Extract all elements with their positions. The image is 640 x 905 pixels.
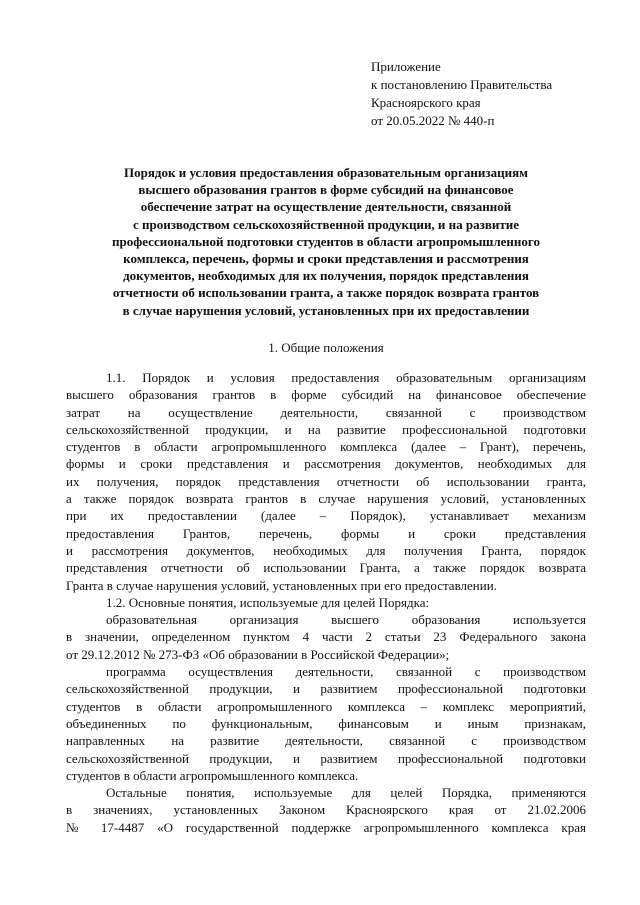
document-body [66,369,586,836]
title-line: высшего образования грантов в форме субсидий на финансовое [138,182,514,198]
paragraph-line: при их предоставлении (далее – Порядок), устанавливает механизм [66,508,586,524]
paragraph-line: № 17-4487 «О государственной поддержке агропромышленного комплекса края [66,819,586,835]
paragraph-line: объединенных по функциональным, финансовым и иным признакам, [66,715,586,731]
paragraph-line: 1.2. Основные понятия, используемые для целей Порядка: [106,594,430,610]
paragraph-line: студентов в области агропромышленного комплекса. [66,767,359,783]
paragraph-line: и рассмотрения документов, необходимых для получения Гранта, порядок [66,542,586,558]
appendix-line: Приложение [371,59,441,74]
title-line: обеспечение затрат на осуществление деятельности, связанной [140,199,512,215]
paragraph [66,369,586,594]
appendix-block [371,58,631,130]
paragraph-line: их получения, порядок представления отчетности об использовании гранта, [66,473,586,489]
paragraph-line: а также порядок возврата грантов в случае нарушения условий, установленных [66,491,586,507]
title-line: Порядок и условия предоставления образовательным организациям [124,165,528,180]
paragraph-line: от 29.12.2012 № 273-ФЗ «Об образовании в Российской Федерации»; [66,646,450,662]
section-heading: 1. Общие положения [268,340,384,355]
paragraph-line: Остальные понятия, используемые для целей Порядка, применяются [106,785,586,801]
paragraph-line: представления отчетности об использовании Гранта, а также порядок возврата [66,560,586,576]
paragraph-line: высшего образования грантов в форме субсидий на финансовое обеспечение [66,387,586,403]
title-line: профессиональной подготовки студентов в области агропромышленного [112,233,540,249]
title-line: документов, необходимых для их получения, порядок представления [123,268,529,284]
title-line: комплекса, перечень, формы и сроки представления и рассмотрения [123,251,529,267]
paragraph [66,784,586,836]
paragraph-line: в значении, определенном пунктом 4 части 2 статьи 23 Федерального закона [66,629,586,645]
title-line: в случае нарушения условий, установленных при их предоставлении [122,302,530,318]
paragraph-line: студентов в области агропромышленного комплекса – комплекс мероприятий, [66,698,586,714]
appendix-line: от 20.05.2022 № 440-п [371,113,495,128]
paragraph-line: сельскохозяйственной продукции, и развитием профессиональной подготовки [66,750,586,766]
paragraph-line: программа осуществления деятельности, связанной с производством [106,664,586,680]
paragraph-line: сельскохозяйственной продукции, и на развитие профессиональной подготовки [66,421,586,437]
paragraph-line: предоставления Грантов, перечень, формы и сроки представления [66,525,586,541]
paragraph-line: Гранта в случае нарушения условий, установленных при его предоставлении. [66,577,497,593]
paragraph-line: затрат на осуществление деятельности, связанной с производством [66,404,586,420]
appendix-line: к постановлению Правительства [371,77,553,92]
appendix-line: Красноярского края [371,95,481,110]
paragraph [66,663,586,784]
title-line: отчетности об использовании гранта, а также порядок возврата грантов [112,285,540,301]
paragraph-line: направленных на развитие деятельности, связанной с производством [66,733,586,749]
paragraph [66,594,586,611]
document-title [66,164,586,319]
paragraph-line: образовательная организация высшего образования используется [106,612,586,628]
paragraph-line: 1.1. Порядок и условия предоставления образовательным организациям [106,370,586,385]
paragraph-line: сельскохозяйственной продукции, и развитием профессиональной подготовки [66,681,586,697]
title-line: с производством сельскохозяйственной продукции, и на развитие [132,216,520,232]
paragraph-line: студентов в области агропромышленного комплекса (далее – Грант), перечень, [66,439,586,455]
paragraph-line: формы и сроки представления и рассмотрения документов, необходимых для [66,456,586,472]
paragraph-line: в значениях, установленных Законом Красноярского края от 21.02.2006 [66,802,586,818]
paragraph [66,611,586,663]
